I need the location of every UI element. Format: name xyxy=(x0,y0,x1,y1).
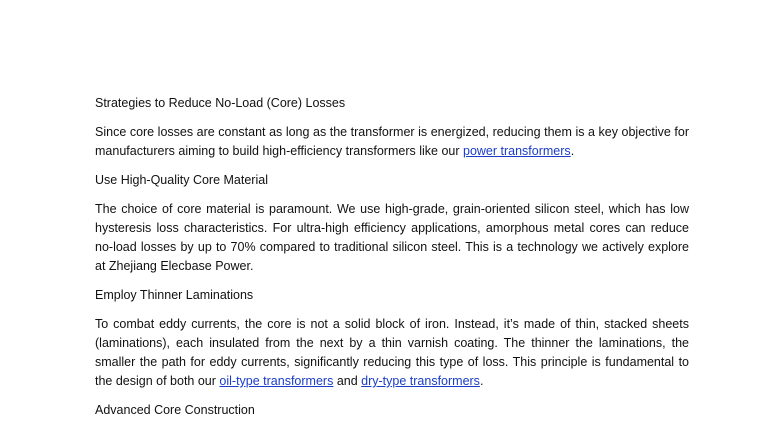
section-heading-advanced-core: Advanced Core Construction xyxy=(95,403,255,417)
article-body xyxy=(95,95,689,430)
paragraph-end: . xyxy=(479,374,484,388)
link-oil-type-transformers[interactable]: oil-type transformers xyxy=(219,374,334,388)
paragraph-end: . xyxy=(570,144,575,158)
paragraph-laminations xyxy=(95,315,689,391)
section-heading-core-losses: Strategies to Reduce No-Load (Core) Losses xyxy=(95,96,346,110)
paragraph-core-losses xyxy=(95,123,689,161)
paragraph-core-material: The choice of core material is paramount. We use high-grade, grain-oriented silicon steel, which has low hysteresis loss characteristics. For ultra-high efficiency applications, amorphous metal cores can reduce no-load losses by up to 70% compared to traditional silicon steel. This is a technology we actively explore at Zhejiang Elecbase Power. xyxy=(95,202,689,273)
link-dry-type-transformers[interactable]: dry-type transformers xyxy=(361,374,480,388)
paragraph-text: To combat eddy currents, the core is not a solid block of iron. Instead, it’s made of thin, stacked sheets (laminations), each insulated from the next by a thin varnish coating. The thinner the laminations, the smaller the path for eddy currents, significantly reducing this type of loss. This principle is fundamental to the design of both our xyxy=(95,317,689,388)
link-power-transformers[interactable]: power transformers xyxy=(463,144,571,158)
paragraph-joiner: and xyxy=(333,374,362,388)
section-heading-core-material: Use High-Quality Core Material xyxy=(95,173,268,187)
paragraph-text: Since core losses are constant as long as the transformer is energized, reducing them is a key objective for manufacturers aiming to build high-efficiency transformers like our xyxy=(95,125,689,158)
section-heading-thinner-laminations: Employ Thinner Laminations xyxy=(95,288,254,302)
